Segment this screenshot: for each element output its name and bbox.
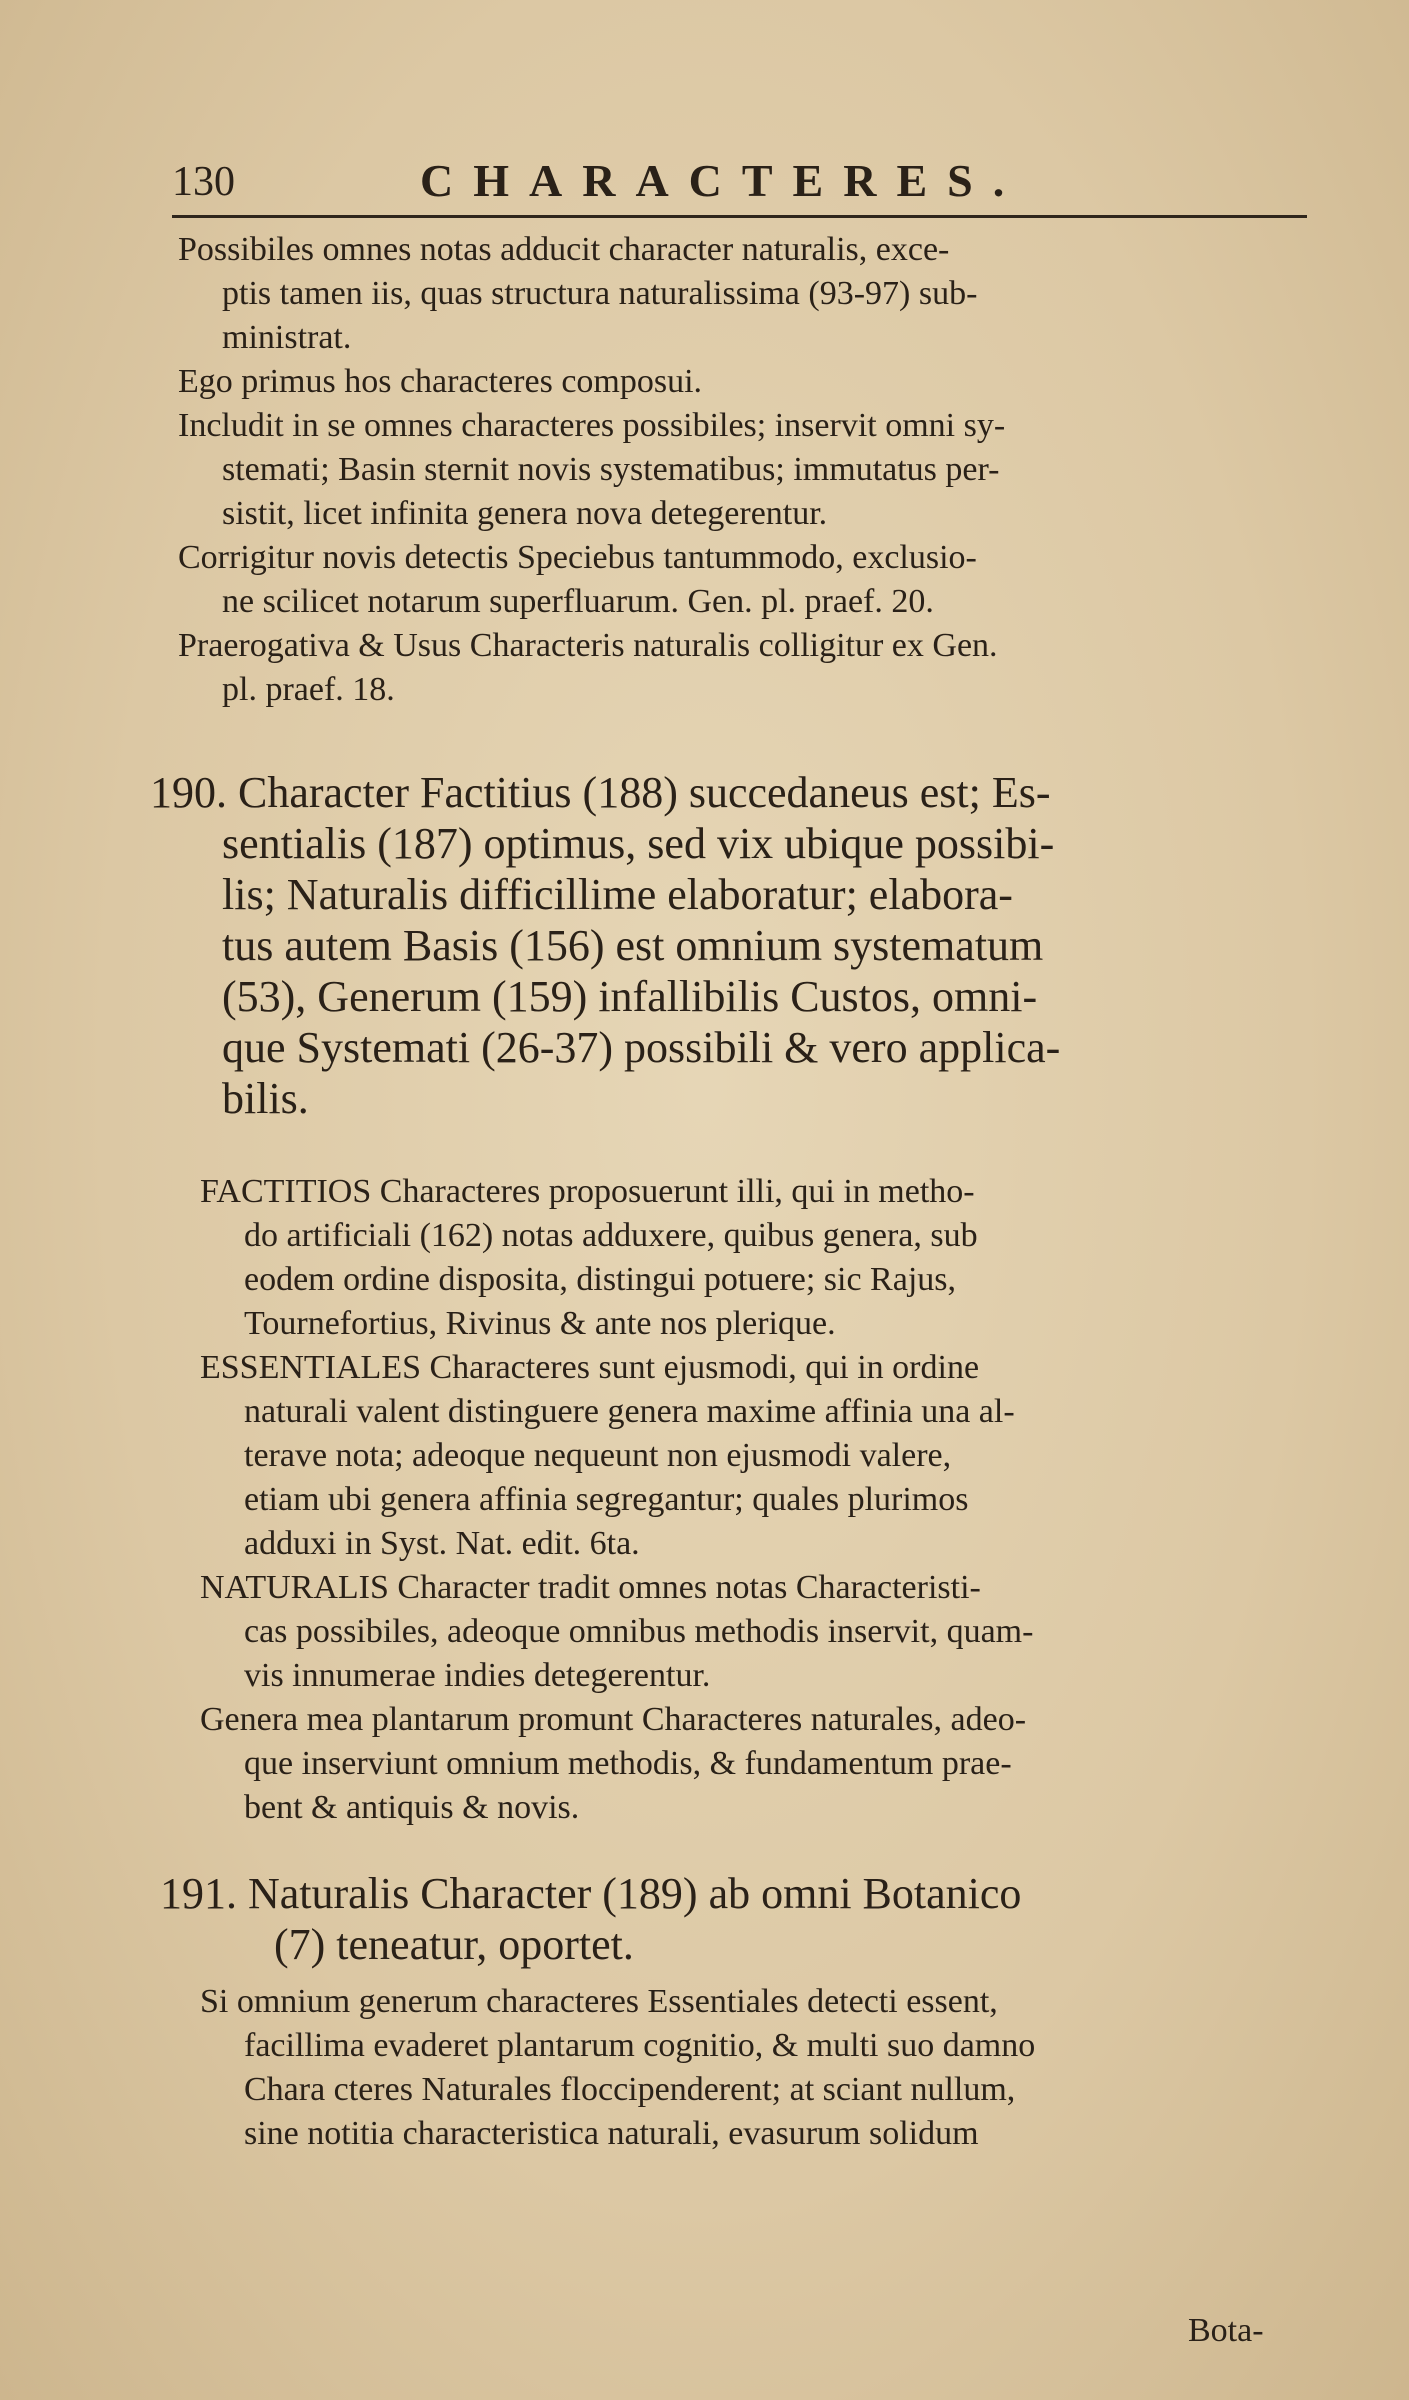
text-line: bilis. — [222, 1074, 309, 1123]
text-line: Possibiles omnes notas adducit character naturalis, exce- — [178, 231, 950, 268]
text-line: Ego primus hos characteres composui. — [178, 363, 703, 400]
catchword: Bota- — [1188, 2312, 1264, 2349]
section-190 — [150, 767, 1060, 1124]
text-line: ESSENTIALES Characteres sunt ejusmodi, qui in ordine — [200, 1349, 980, 1386]
running-title: CHARACTERES. — [420, 155, 1025, 206]
text-line: que inserviunt omnium methodis, & fundamentum prae- — [244, 1745, 1012, 1782]
text-line: 191. Naturalis Character (189) ab omni Botanico — [160, 1869, 1022, 1918]
page-number: 130 — [172, 159, 235, 205]
section-190-notes — [200, 1170, 1033, 1830]
text-line: (53), Generum (159) infallibilis Custos, omni- — [222, 972, 1038, 1021]
section-191-notes — [200, 1980, 1035, 2156]
header-rule — [172, 215, 1307, 218]
text-line: Genera mea plantarum promunt Characteres naturales, adeo- — [200, 1701, 1027, 1738]
text-line: ne scilicet notarum superfluarum. Gen. pl. praef. 20. — [222, 583, 934, 620]
text-line: NATURALIS Character tradit omnes notas Characteristi- — [200, 1569, 981, 1606]
text-line: sistit, licet infinita genera nova detegerentur. — [222, 495, 828, 532]
text-line: terave nota; adeoque nequeunt non ejusmodi valere, — [244, 1437, 952, 1474]
text-line: stemati; Basin sternit novis systematibus; immutatus per- — [222, 451, 1000, 488]
text-line: adduxi in Syst. Nat. edit. 6ta. — [244, 1525, 640, 1562]
section-189-notes — [178, 228, 1005, 712]
text-line: que Systemati (26-37) possibili & vero applica- — [222, 1023, 1061, 1072]
text-line: sentialis (187) optimus, sed vix ubique possibi- — [222, 819, 1055, 868]
text-line: ministrat. — [222, 319, 352, 356]
text-line: Chara cteres Naturales floccipenderent; at sciant nullum, — [244, 2071, 1016, 2108]
text-line: Tournefortius, Rivinus & ante nos plerique. — [244, 1305, 836, 1342]
text-line: Includit in se omnes characteres possibiles; inservit omni sy- — [178, 407, 1006, 444]
text-line: cas possibiles, adeoque omnibus methodis inservit, quam- — [244, 1613, 1034, 1650]
text-line: lis; Naturalis difficillime elaboratur; elabora- — [222, 870, 1013, 919]
text-line: facillima evaderet plantarum cognitio, & multi suo damno — [244, 2027, 1036, 2064]
text-line: FACTITIOS Characteres proposuerunt illi, qui in metho- — [200, 1173, 975, 1210]
text-line: naturali valent distinguere genera maxime affinia una al- — [244, 1393, 1015, 1430]
text-line: (7) teneatur, oportet. — [274, 1920, 634, 1969]
text-line: Corrigitur novis detectis Speciebus tantummodo, exclusio- — [178, 539, 977, 576]
text-line: Si omnium generum characteres Essentiales detecti essent, — [200, 1983, 998, 2020]
text-line: pl. praef. 18. — [222, 671, 395, 708]
text-line: bent & antiquis & novis. — [244, 1789, 580, 1826]
page-header — [172, 150, 1307, 210]
text-line: etiam ubi genera affinia segregantur; quales plurimos — [244, 1481, 969, 1518]
section-191 — [160, 1868, 1021, 1970]
text-line: ptis tamen iis, quas structura naturalissima (93-97) sub- — [222, 275, 978, 312]
text-line: tus autem Basis (156) est omnium systematum — [222, 921, 1044, 970]
text-line: eodem ordine disposita, distingui potuere; sic Rajus, — [244, 1261, 957, 1298]
text-line: Praerogativa & Usus Characteris naturalis colligitur ex Gen. — [178, 627, 998, 664]
text-line: 190. Character Factitius (188) succedaneus est; Es- — [150, 768, 1051, 817]
text-line: vis innumerae indies detegerentur. — [244, 1657, 711, 1694]
text-line: do artificiali (162) notas adduxere, quibus genera, sub — [244, 1217, 978, 1254]
text-line: sine notitia characteristica naturali, evasurum solidum — [244, 2115, 979, 2152]
